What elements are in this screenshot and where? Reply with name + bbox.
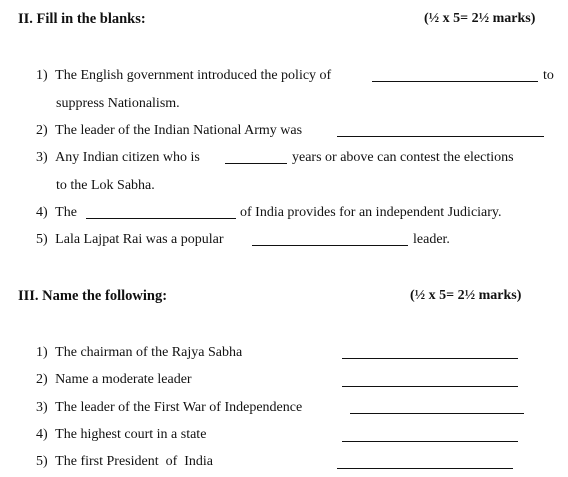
item-text-before: The English government introduced the policy of <box>55 68 332 83</box>
item-number: 2) <box>36 123 48 138</box>
item-text-after: years or above can contest the elections <box>292 150 514 165</box>
name-item-1 <box>36 345 242 361</box>
section-2-marks: (½ x 5= 2½ marks) <box>424 11 536 26</box>
item-text: The chairman of the Rajya Sabha <box>55 345 243 360</box>
section-3-title: III. Name the following: <box>18 288 168 304</box>
item-continuation: to the Lok Sabha. <box>56 178 155 193</box>
item-number: 1) <box>36 345 48 360</box>
answer-line-2[interactable] <box>342 386 518 387</box>
blank-item-4 <box>36 205 77 221</box>
blank-line-4[interactable] <box>86 218 236 219</box>
item-number: 4) <box>36 427 48 442</box>
blank-item-3 <box>36 150 200 166</box>
blank-line-3[interactable] <box>225 163 287 164</box>
name-item-4 <box>36 427 206 443</box>
item-number: 1) <box>36 68 48 83</box>
item-text: Name a moderate leader <box>55 372 192 387</box>
item-text-after: to <box>543 68 554 83</box>
item-text: The first President of India <box>55 454 214 469</box>
item-number: 5) <box>36 232 48 247</box>
item-continuation: suppress Nationalism. <box>56 96 180 111</box>
blank-item-5 <box>36 232 224 248</box>
blank-item-1 <box>36 68 331 84</box>
blank-line-1[interactable] <box>372 81 538 82</box>
item-number: 2) <box>36 372 48 387</box>
item-text: The highest court in a state <box>55 427 207 442</box>
blank-item-2 <box>36 123 302 139</box>
item-text-before: Any Indian citizen who is <box>55 150 200 165</box>
item-text-before: The <box>55 205 77 220</box>
item-number: 3) <box>36 400 48 415</box>
answer-line-1[interactable] <box>342 358 518 359</box>
section-3-marks: (½ x 5= 2½ marks) <box>410 288 522 303</box>
item-number: 4) <box>36 205 48 220</box>
item-text: The leader of the First War of Independence <box>55 400 303 415</box>
item-text-before: Lala Lajpat Rai was a popular <box>55 232 224 247</box>
answer-line-5[interactable] <box>337 468 513 469</box>
item-number: 5) <box>36 454 48 469</box>
item-number: 3) <box>36 150 48 165</box>
item-text-after: leader. <box>413 232 450 247</box>
blank-line-2[interactable] <box>337 136 544 137</box>
item-text-before: The leader of the Indian National Army was <box>55 123 303 138</box>
answer-line-3[interactable] <box>350 413 524 414</box>
blank-line-5[interactable] <box>252 245 408 246</box>
answer-line-4[interactable] <box>342 441 518 442</box>
name-item-2 <box>36 372 192 388</box>
name-item-3 <box>36 400 302 416</box>
name-item-5 <box>36 454 213 470</box>
item-text-after: of India provides for an independent Judiciary. <box>240 205 502 220</box>
section-2-title: II. Fill in the blanks: <box>18 11 146 27</box>
